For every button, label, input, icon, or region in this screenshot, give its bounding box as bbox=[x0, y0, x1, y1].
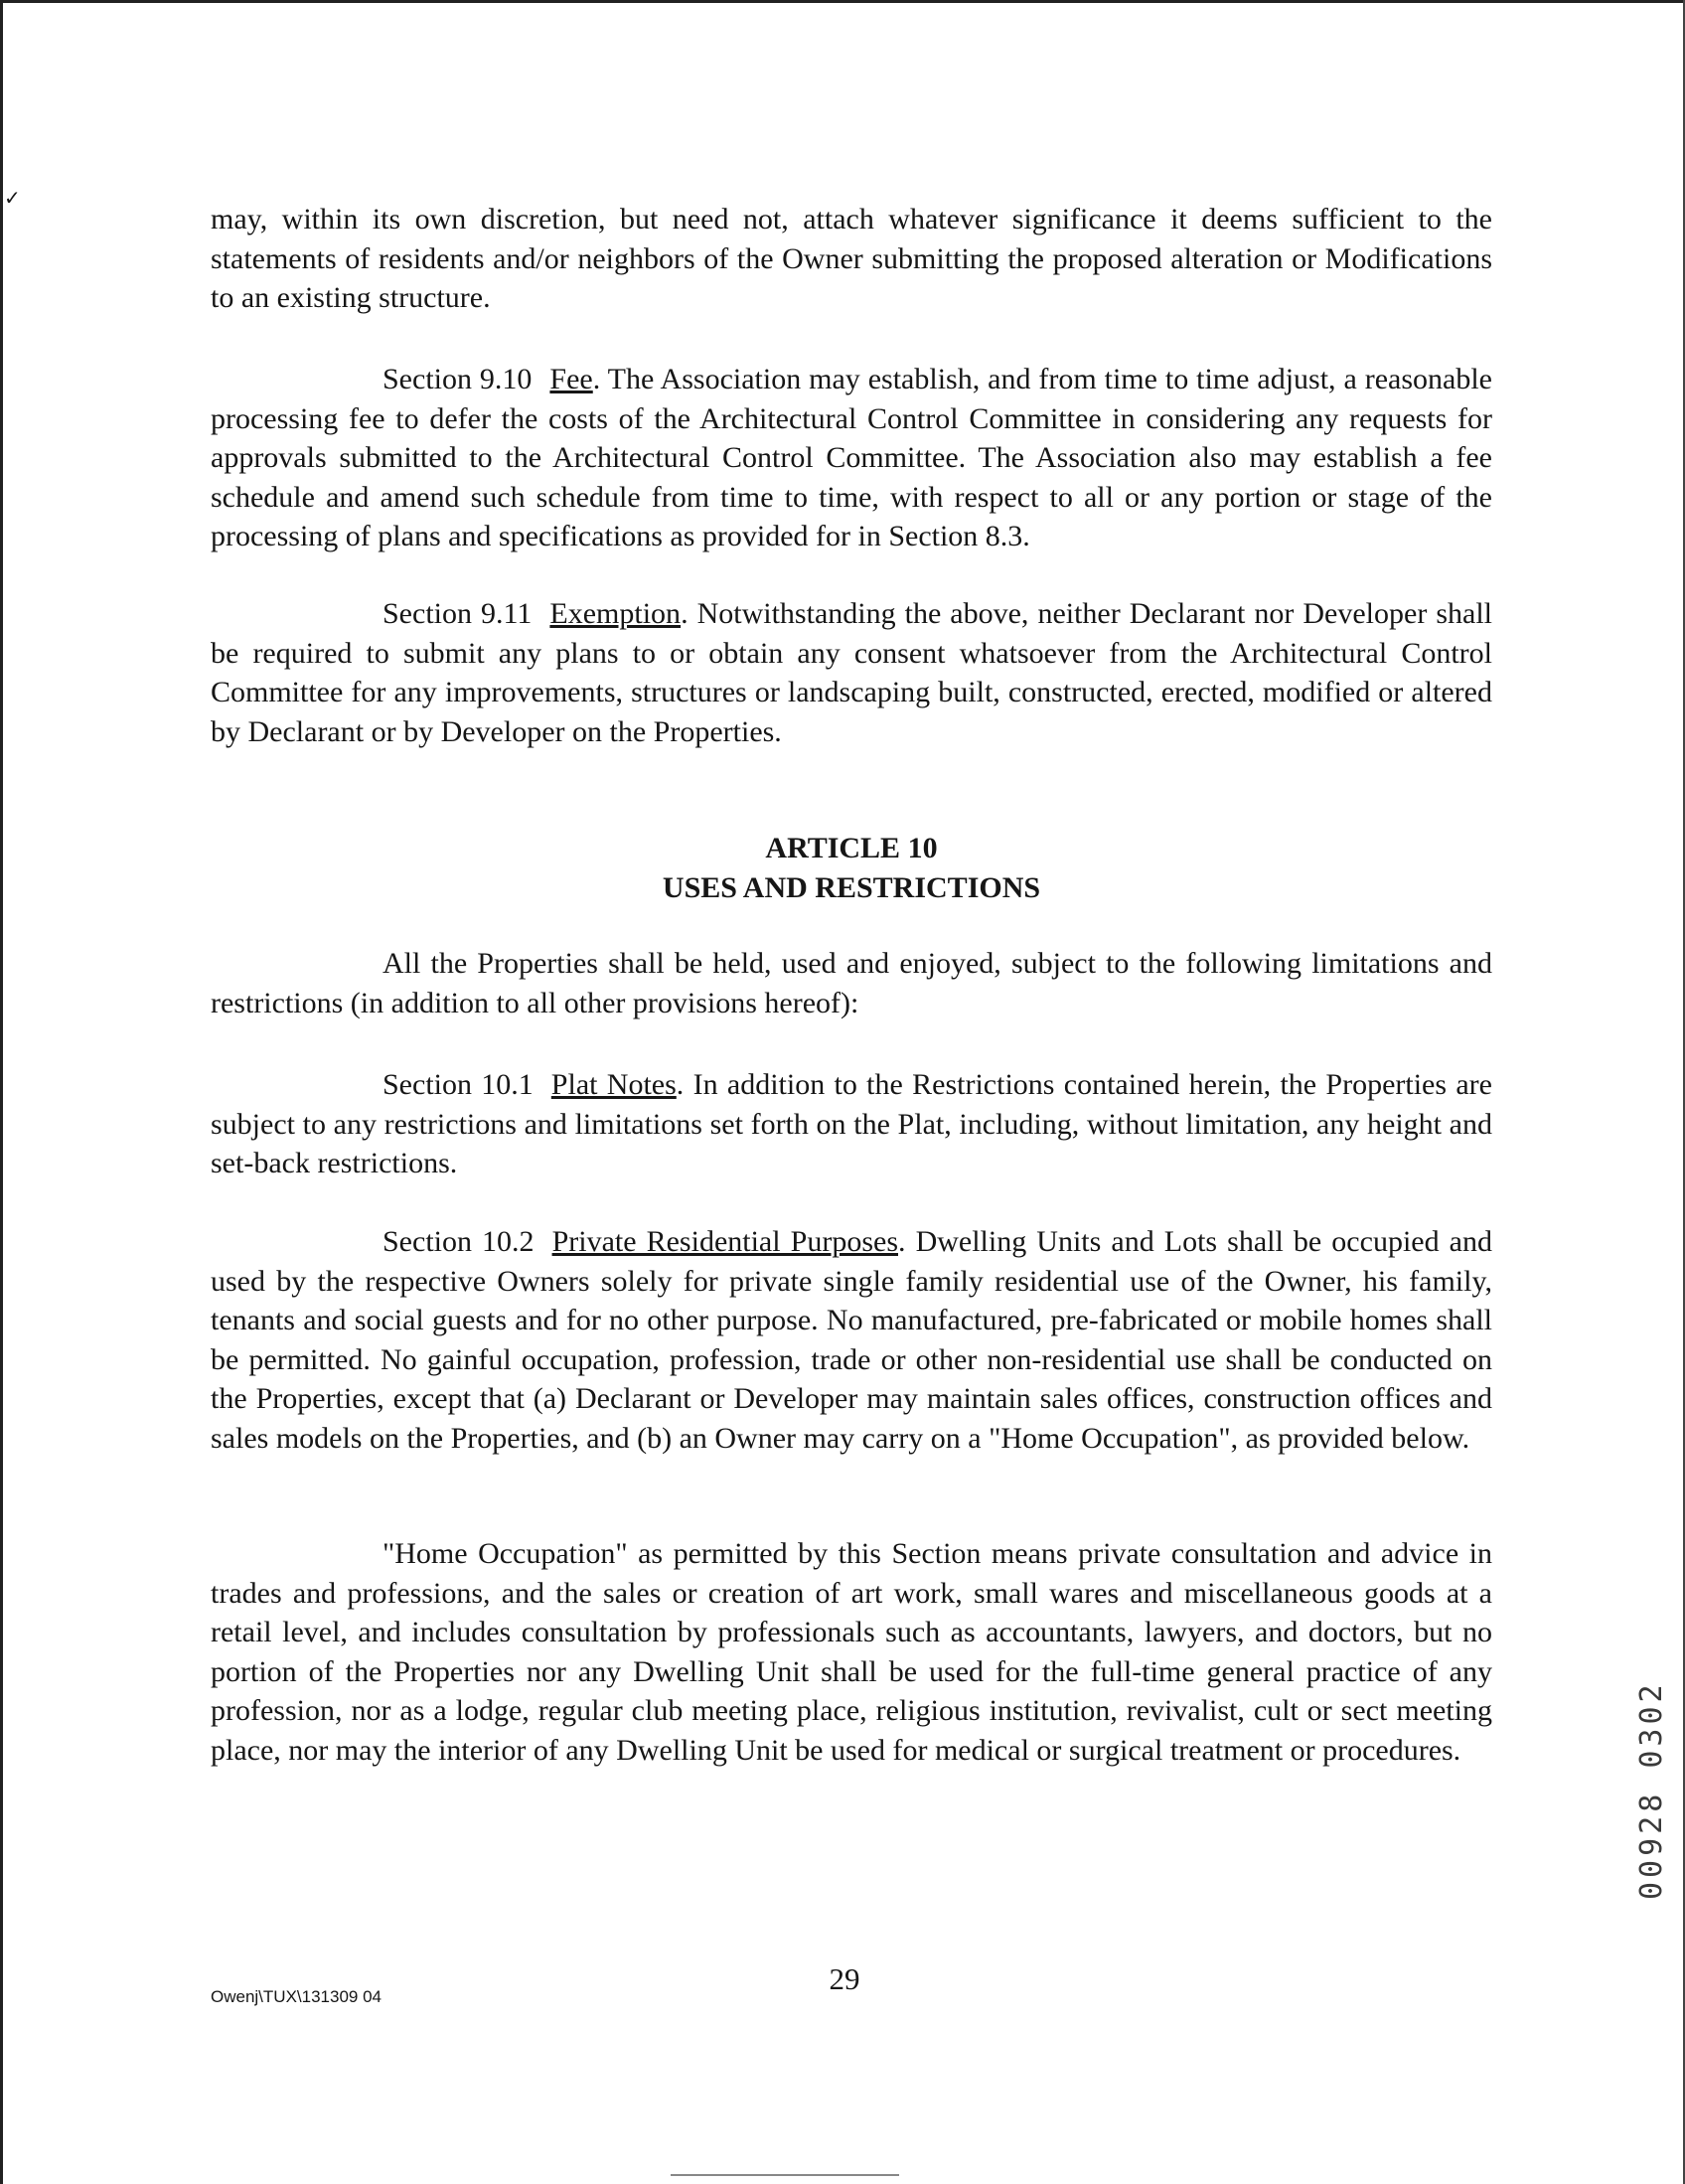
article-intro: All the Properties shall be held, used and enjoyed, subject to the following limitations and restrictions (in addition to all other provisions hereof): bbox=[211, 947, 1492, 1019]
article-number: ARTICLE 10 bbox=[765, 832, 938, 864]
scan-border-top bbox=[0, 0, 1685, 3]
section-9-10: Section 9.10 Fee. The Association may establish, and from time to time adjust, a reasonable processing fee to defer the costs of the Architectural Control Committee in considering any requests for approvals submitted to the Architectural Control Committee. The Association also may establish a fee schedule and amend such schedule from time to time, with respect to all or any portion or stage of the processing of plans and specifications as provided for in Section 8.3. bbox=[211, 363, 1492, 552]
section-text: The Association may establish, and from time to time adjust, a reasonable processing fee to defer the costs of the Architectural Control Committee in considering any requests for approvals submitted to the Architectural Control Committee. The Association also may establish a fee schedule and amend such schedule from time to time, with respect to all or any portion or stage of the processing of plans and specifications as provided for in Section 8.3. bbox=[211, 363, 1492, 552]
section-title: Plat Notes bbox=[550, 1068, 677, 1101]
section-title: Fee bbox=[549, 363, 593, 395]
scan-border-left bbox=[0, 0, 3, 2184]
section-text: In addition to the Restrictions contained herein, the Properties are subject to any restrictions and limitations set forth on the Plat, including, without limitation, any height and set-back restrictions. bbox=[211, 1068, 1492, 1179]
section-number: Section 9.11 bbox=[383, 597, 533, 630]
section-10-2: Section 10.2 Private Residential Purposes. Dwelling Units and Lots shall be occupied and used by the respective Owners solely for private single family residential use of the Owner, his family, tenants and social guests and for no other purpose. No manufactured, pre-fabricated or mobile homes shall be permitted. No gainful occupation, profession, trade or other non-residential use shall be conducted on the Properties, except that (a) Declarant or Developer may maintain sales offices, construction offices and sales models on the Properties, and (b) an Owner may carry on a "Home Occupation", as provided below. bbox=[211, 1225, 1492, 1455]
scan-bottom-mark bbox=[671, 2174, 899, 2176]
section-number: Section 10.1 bbox=[383, 1068, 534, 1101]
article-title: USES AND RESTRICTIONS bbox=[662, 871, 1041, 904]
section-title: Private Residential Purposes bbox=[551, 1225, 898, 1258]
section-text: Dwelling Units and Lots shall be occupied and used by the respective Owners solely for private single family residential use of the Owner, his family, tenants and social guests and for no other purpose. No manufactured, pre-fabricated or mobile homes shall be permitted. No gainful occupation, profession, trade or other non-residential use shall be conducted on the Properties, except that (a) Declarant or Developer may maintain sales offices, construction offices and sales models on the Properties, and (b) an Owner may carry on a "Home Occupation", as provided below. bbox=[211, 1225, 1492, 1455]
section-number: Section 10.2 bbox=[383, 1225, 535, 1258]
side-stamp: 00928 0302 bbox=[1634, 1680, 1669, 1900]
home-occupation-paragraph: "Home Occupation" as permitted by this Section means private consultation and advice in trades and professions, and the sales or creation of art work, small wares and miscellaneous goods at a retail level, and includes consultation by professionals such as accountants, lawyers, and doctors, but no portion of the Properties nor any Dwelling Unit shall be used for the full-time general practice of any profession, nor as a lodge, regular club meeting place, religious institution, revivalist, cult or sect meeting place, nor may the interior of any Dwelling Unit be used for medical or surgical treatment or procedures. bbox=[211, 1537, 1492, 1767]
section-number: Section 9.10 bbox=[383, 363, 533, 395]
page-number: 29 bbox=[829, 1961, 860, 1996]
paragraph-continued: may, within its own discretion, but need not, attach whatever significance it deems sufficient to the statements of residents and/or neighbors of the Owner submitting the proposed alteration or Modifications to an existing structure. bbox=[211, 203, 1492, 314]
section-text: Notwithstanding the above, neither Declarant nor Developer shall be required to submit any plans to or obtain any consent whatsoever from the Architectural Control Committee for any improvements, structures or landscaping built, constructed, erected, modified or altered by Declarant or by Developer on the Properties. bbox=[211, 597, 1493, 748]
scan-mark-icon: ✓ bbox=[4, 188, 21, 210]
section-10-1: Section 10.1 Plat Notes. In addition to the Restrictions contained herein, the Properties are subject to any restrictions and limitations set forth on the Plat, including, without limitation, any height and set-back restrictions. bbox=[211, 1068, 1492, 1179]
footer-file-path: Owenj\TUX\131309 04 bbox=[211, 1987, 382, 2006]
section-9-11: Section 9.11 Exemption. Notwithstanding the above, neither Declarant nor Developer shall be required to submit any plans to or obtain any consent whatsoever from the Architectural Control Committee for any improvements, structures or landscaping built, constructed, erected, modified or altered by Declarant or by Developer on the Properties. bbox=[211, 597, 1493, 748]
section-title: Exemption bbox=[549, 597, 682, 630]
